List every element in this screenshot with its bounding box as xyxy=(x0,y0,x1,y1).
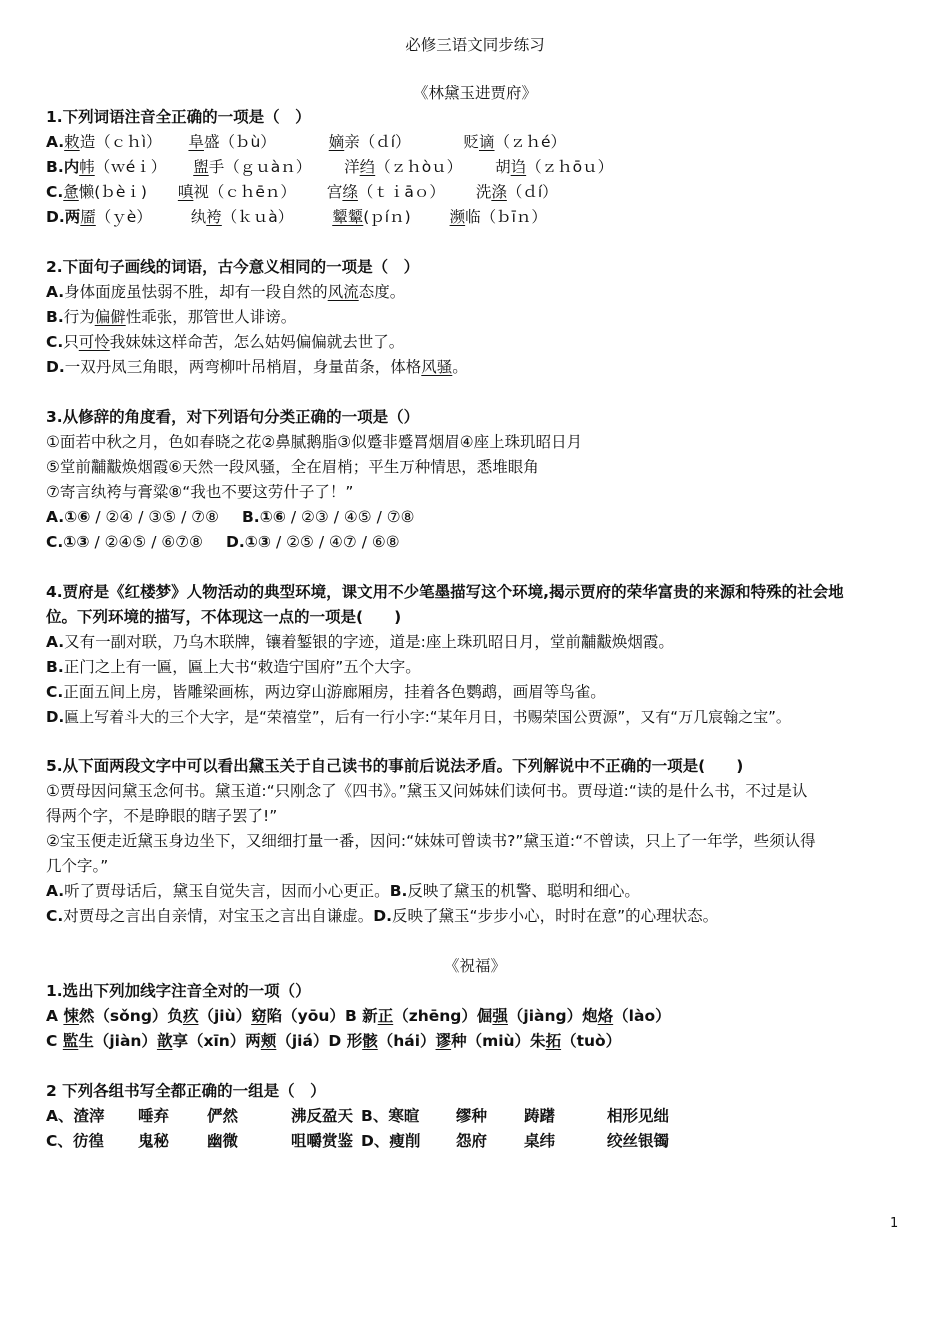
q5-options-ab: A.听了贾母话后，黛玉自觉失言，因而小心更正。B.反映了黛玉的机警、聪明和细心。 xyxy=(46,882,640,900)
q2-option-c: C.只可怜我妹妹这样命苦，怎么姑妈偏偏就去世了。 xyxy=(46,333,405,351)
q4-option-d: D.匾上写着斗大的三个大字，是“荣禧堂”，后有一行小字:“某年月日，书赐荣国公贾源”，又有“万几宸翰之宝”。 xyxy=(46,708,791,726)
q3-options-ab: A.①⑥ / ②④ / ③⑤ / ⑦⑧ B.①⑥ / ②③ / ④⑤ / ⑦⑧ xyxy=(46,508,415,526)
q5-passage-1: ①贾母因问黛玉念何书。黛玉道:“只刚念了《四书》。”黛玉又问姊妹们读何书。贾母道:“读的是什么书，不过是认 xyxy=(46,782,808,800)
q4-option-b: B.正门之上有一匾，匾上大书“敕造宁国府”五个大字。 xyxy=(46,658,421,676)
z1-options-cd: C 監生（jiàn）歆享（xīn）两颊（jiá）D 形骸（hái）谬种（miù）朱拓（tuò） xyxy=(46,1032,622,1050)
z1-stem: 1.选出下列加线字注音全对的一项（） xyxy=(46,982,311,1000)
q2-option-a: A.身体面庞虽怯弱不胜，却有一段自然的风流态度。 xyxy=(46,283,406,301)
q4-stem-cont: 位。下列环境的描写，不体现这一点的一项是( ) xyxy=(46,608,402,626)
q5-passage-2: ②宝玉便走近黛玉身边坐下，又细细打量一番，因问:“妹妹可曾读书?”黛玉道:“不曾读，只上了一年学，些须认得 xyxy=(46,832,816,850)
z1-options-ab: A 悚然（sǒng）负疚（jiù）窈陷（yōu）B 新正（zhēng）倔强（jiàng）炮烙（lào） xyxy=(46,1007,671,1025)
q5-options-cd: C.对贾母之言出自亲情，对宝玉之言出自谦虚。D.反映了黛玉“步步小心，时时在意”的心理状态。 xyxy=(46,907,719,925)
q2-option-b: B.行为偏僻性乖张，那管世人诽谤。 xyxy=(46,308,297,326)
document-page: 必修三语文同步练习 《林黛玉进贾府》 1.下列词语注音全正确的一项是（ ） A.敕造（ｃｈì） 阜盛（ｂù） 嫡亲（ｄí） 贬谪（ｚｈé） B.内帏（ｗéｉ） 盥手（ｇｕàｎ） 洋绉（ｚｈòｕ） 胡诌（ｚｈōｕ） C.惫懒(ｂèｉ) 嗔视（ｃｈēｎ） 宫绦（ｔｉāｏ） 洗涤（ｄí） D.两靥（ｙè） 纨袴（ｋｕà） 颦颦(ｐíｎ) 濒临（ｂīｎ） 2.下面句子画线的词语，古今意义相同的一项是（ ） A.身体面庞虽怯弱不胜，却有一段自然的风流态度。 B.行为偏僻性乖张，那管世人诽谤。 C.只可怜我妹妹这样命苦，怎么姑妈偏偏就去世了。 D.一双丹凤三角眼，两弯柳叶吊梢眉，身量苗条，体格风骚。 3.从修辞的角度看，对下列语句分类正确的一项是（） ①面若中秋之月，色如春晓之花②鼻腻鹅脂③似蹙非蹙罥烟眉④座上珠玑昭日月 ⑤堂前黼黻焕烟霞⑥天然一段风骚，全在眉梢；平生万种情思，悉堆眼角 ⑦寄言纨袴与膏粱⑧“我也不要这劳什子了！” A.①⑥ / ②④ / ③⑤ / ⑦⑧ B.①⑥ / ②③ / ④⑤ / ⑦⑧ C.①③ / ②④⑤ / ⑥⑦⑧ D.①③ / ②⑤ / ④⑦ / ⑥⑧ 4.贾府是《红楼梦》人物活动的典型环境，课文用不少笔墨描写这个环境,揭示贾府的荣华富贵的来源和特殊的社会地 位。下列环境的描写，不体现这一点的一项是( ) A.又有一副对联，乃乌木联牌，镶着錾银的字迹，道是:座上珠玑昭日月，堂前黼黻焕烟霞。 B.正门之上有一匾，匾上大书“敕造宁国府”五个大字。 C.正面五间上房，皆雕梁画栋，两边穿山游廊厢房，挂着各色鹦鹉，画眉等鸟雀。 D.匾上写着斗大的三个大字，是“荣禧堂”，后有一行小字:“某年月日，书赐荣国公贾源”，又有“万几宸翰之宝”。 5.从下面两段文字中可以看出黛玉关于自己读书的事前后说法矛盾。下列解说中不正确的一项是( ) ①贾母因问黛玉念何书。黛玉道:“只刚念了《四书》。”黛玉又问姊妹们读何书。贾母道:“读的是什么书，不过是认 得两个字，不是睁眼的瞎子罢了!” ②宝玉便走近黛玉身边坐下，又细细打量一番，因问:“妹妹可曾读书?”黛玉道:“不曾读，只上了一年学，些须认得 几个字。” A.听了贾母话后，黛玉自觉失言，因而小心更正。B.反映了黛玉的机警、聪明和细心。 C.对贾母之言出自亲情，对宝玉之言出自谦虚。D.反映了黛玉“步步小心，时时在意”的心理状态。 《祝福》 1.选出下列加线字注音全对的一项（） A 悚然（sǒng）负疚（jiù）窈陷（yōu）B 新正（zhēng）倔强（jiàng）炮烙（lào） C 監生（jiàn）歆享（xīn）两颊（jiá）D 形骸（hái）谬种（miù）朱拓（tuò） 2 下列各组书写全都正确的一组是（ ） A、渣滓 唾弃 俨然 沸反盈天 B、寒暄 缪种 踌躇 相形见绌 C、彷徨 鬼秘 幽微 咀嚼赏鉴 D、瘦削 怨府 桌纬 绞丝银镯 1 xyxy=(0,0,950,1344)
q5-stem: 5.从下面两段文字中可以看出黛玉关于自己读书的事前后说法矛盾。下列解说中不正确的一项是( ) xyxy=(46,757,744,775)
q1-stem: 1.下列词语注音全正确的一项是（ ） xyxy=(46,108,311,126)
q4-stem: 4.贾府是《红楼梦》人物活动的典型环境，课文用不少笔墨描写这个环境,揭示贾府的荣华富贵的来源和特殊的社会地 xyxy=(46,583,844,601)
z2-stem: 2 下列各组书写全都正确的一组是（ ） xyxy=(46,1082,326,1100)
section-title-lin-daiyu: 《林黛玉进贾府》 xyxy=(412,84,537,102)
q2-option-d: D.一双丹凤三角眼，两弯柳叶吊梢眉，身量苗条，体格风骚。 xyxy=(46,358,468,376)
q1-option-d: D.两靥（ｙè） 纨袴（ｋｕà） 颦颦(ｐíｎ) 濒临（ｂīｎ） xyxy=(46,208,547,226)
q3-sentence-line: ①面若中秋之月，色如春晓之花②鼻腻鹅脂③似蹙非蹙罥烟眉④座上珠玑昭日月 xyxy=(46,433,583,451)
section-title-zhufu: 《祝福》 xyxy=(443,957,506,975)
q3-stem: 3.从修辞的角度看，对下列语句分类正确的一项是（） xyxy=(46,408,420,426)
q4-option-c: C.正面五间上房，皆雕梁画栋，两边穿山游廊厢房，挂着各色鹦鹉，画眉等鸟雀。 xyxy=(46,683,606,701)
q2-stem: 2.下面句子画线的词语，古今意义相同的一项是（ ） xyxy=(46,258,420,276)
q3-sentence-line: ⑦寄言纨袴与膏粱⑧“我也不要这劳什子了！” xyxy=(46,483,354,501)
q3-options-cd: C.①③ / ②④⑤ / ⑥⑦⑧ D.①③ / ②⑤ / ④⑦ / ⑥⑧ xyxy=(46,533,400,551)
q1-option-c: C.惫懒(ｂèｉ) 嗔视（ｃｈēｎ） 宫绦（ｔｉāｏ） 洗涤（ｄí） xyxy=(46,183,558,201)
q5-passage-1-cont: 得两个字，不是睁眼的瞎子罢了!” xyxy=(46,807,278,825)
q5-passage-2-cont: 几个字。” xyxy=(46,857,109,875)
page-title: 必修三语文同步练习 xyxy=(405,36,545,54)
q4-option-a: A.又有一副对联，乃乌木联牌，镶着錾银的字迹，道是:座上珠玑昭日月，堂前黼黻焕烟霞。 xyxy=(46,633,674,651)
page-number: 1 xyxy=(890,1216,899,1231)
q3-sentence-line: ⑤堂前黼黻焕烟霞⑥天然一段风骚，全在眉梢；平生万种情思，悉堆眼角 xyxy=(46,458,539,476)
q1-option-a: A.敕造（ｃｈì） 阜盛（ｂù） 嫡亲（ｄí） 贬谪（ｚｈé） xyxy=(46,133,567,151)
q1-option-b: B.内帏（ｗéｉ） 盥手（ｇｕàｎ） 洋绉（ｚｈòｕ） 胡诌（ｚｈōｕ） xyxy=(46,158,614,176)
